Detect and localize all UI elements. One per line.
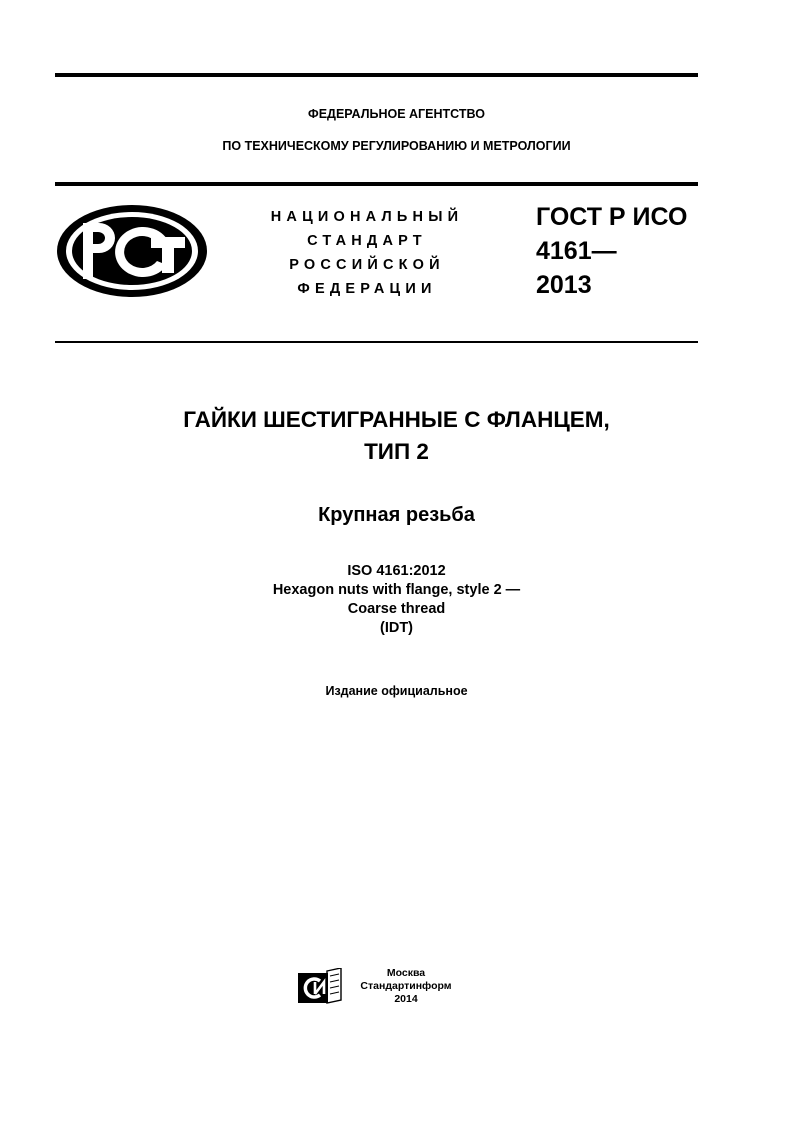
agency-line-1: ФЕДЕРАЛЬНОЕ АГЕНТСТВО xyxy=(308,107,485,121)
iso-reference xyxy=(0,562,793,638)
standard-type-line-4: ФЕДЕРАЦИИ xyxy=(297,281,437,297)
publisher-city: Москва xyxy=(386,967,426,979)
rst-logo-icon xyxy=(55,203,209,299)
document-subtitle: Крупная резьба xyxy=(318,504,475,526)
designation-line-1: ГОСТ Р ИСО xyxy=(536,203,688,231)
standard-type-line-3: РОССИЙСКОЙ xyxy=(289,257,445,273)
agency-line-2: ПО ТЕХНИЧЕСКОМУ РЕГУЛИРОВАНИЮ И МЕТРОЛОГИИ xyxy=(222,139,571,153)
edition-label: Издание официальное xyxy=(325,684,468,698)
iso-title-line-1: Hexagon nuts with flange, style 2 — xyxy=(272,582,521,598)
iso-degree: (IDT) xyxy=(379,620,413,636)
rst-logo-mark xyxy=(57,205,207,297)
title-line-1: ГАЙКИ ШЕСТИГРАННЫЕ С ФЛАНЦЕМ, xyxy=(183,407,610,432)
standard-type-line-1: НАЦИОНАЛЬНЫЙ xyxy=(270,209,464,225)
standard-type-line-2: СТАНДАРТ xyxy=(307,233,427,249)
document-title xyxy=(0,404,793,468)
standartinform-logo-mark xyxy=(298,968,341,1003)
publisher-year: 2014 xyxy=(394,993,418,1005)
publisher-block xyxy=(352,967,460,1006)
standartinform-logo-icon xyxy=(297,968,343,1006)
designation-line-2: 4161— xyxy=(536,237,617,265)
standard-type-block xyxy=(262,205,472,301)
iso-title-line-2: Coarse thread xyxy=(347,601,446,617)
publisher-name: Стандартинформ xyxy=(360,980,452,992)
designation-block xyxy=(536,200,687,302)
iso-number: ISO 4161:2012 xyxy=(347,563,446,579)
designation-line-3: 2013 xyxy=(536,271,592,299)
title-line-2: ТИП 2 xyxy=(364,439,429,464)
designation-rule xyxy=(55,341,698,343)
header-rule xyxy=(55,182,698,186)
top-rule xyxy=(55,73,698,77)
